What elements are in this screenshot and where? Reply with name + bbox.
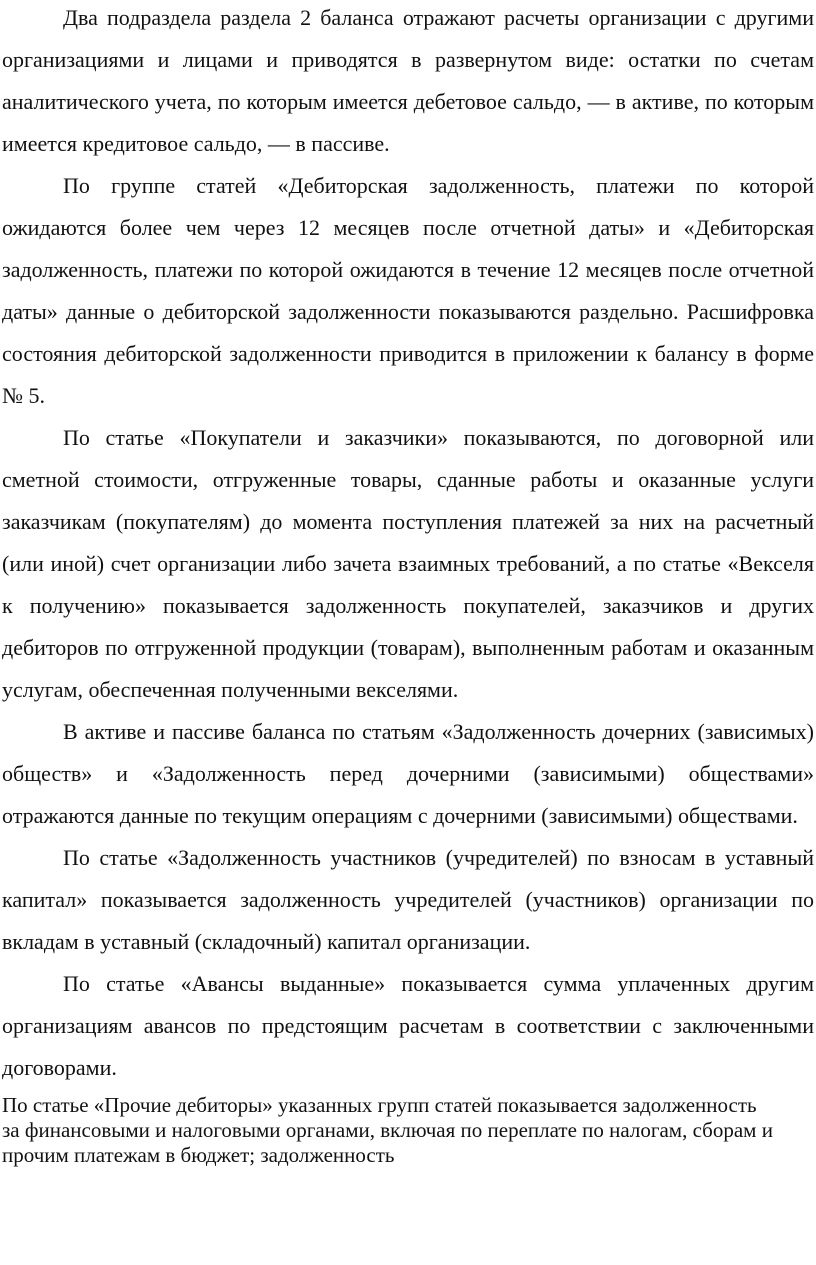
paragraph-buyers-customers: По статье «Покупатели и заказчики» показываются, по договорной или сметной стоимости, отгруженные товары, сданные работы и оказанные услуги заказчикам (покупателям) до момента поступления платежей за них на расчетный (или иной) счет организации либо зачета взаимных требований, а по статье «Векселя к получению» показывается задолженность покупателей, заказчиков и других дебиторов по отгруженной продукции (товарам), выполненным работам и оказанным услугам, обеспеченная полученными векселями. [2, 425, 814, 702]
paragraph-advances-issued: По статье «Авансы выданные» показывается сумма уплаченных другим организациям авансов по предстоящим расчетам в соответствии с заключенными договорами. [2, 971, 814, 1080]
paragraph-founders-debt: По статье «Задолженность участников (учредителей) по взносам в уставный капитал» показывается задолженность учредителей (участников) организации по вкладам в уставный (складочный) капитал организации. [2, 845, 814, 954]
paragraph-subsidiaries-debt: В активе и пассиве баланса по статьям «Задолженность дочерних (зависимых) обществ» и «Задолженность перед дочерними (зависимыми) обществами» отражаются данные по текущим операциям с дочерними (зависимыми) обществами. [2, 719, 814, 828]
paragraph-other-debtors: По статье «Прочие дебиторы» указанных групп статей показывается задолженность за финансовыми и налоговыми органами, включая по переплате по налогам, сборам и прочим платежам в бюджет; задолженность [2, 1093, 773, 1167]
paragraph-balance-sections: Два подраздела раздела 2 баланса отражают расчеты организации с другими организациями и лицами и приводятся в развернутом виде: остатки по счетам аналитического учета, по которым имеется дебетовое сальдо, — в активе, по которым имеется кредитовое сальдо, — в пассиве. [2, 5, 814, 156]
paragraph-receivables-groups: По группе статей «Дебиторская задолженность, платежи по которой ожидаются более чем через 12 месяцев после отчетной даты» и «Дебиторская задолженность, платежи по которой ожидаются в течение 12 месяцев после отчетной даты» данные о дебиторской задолженности показываются раздельно. Расшифровка состояния дебиторской задолженности приводится в приложении к балансу в форме № 5. [2, 173, 814, 408]
